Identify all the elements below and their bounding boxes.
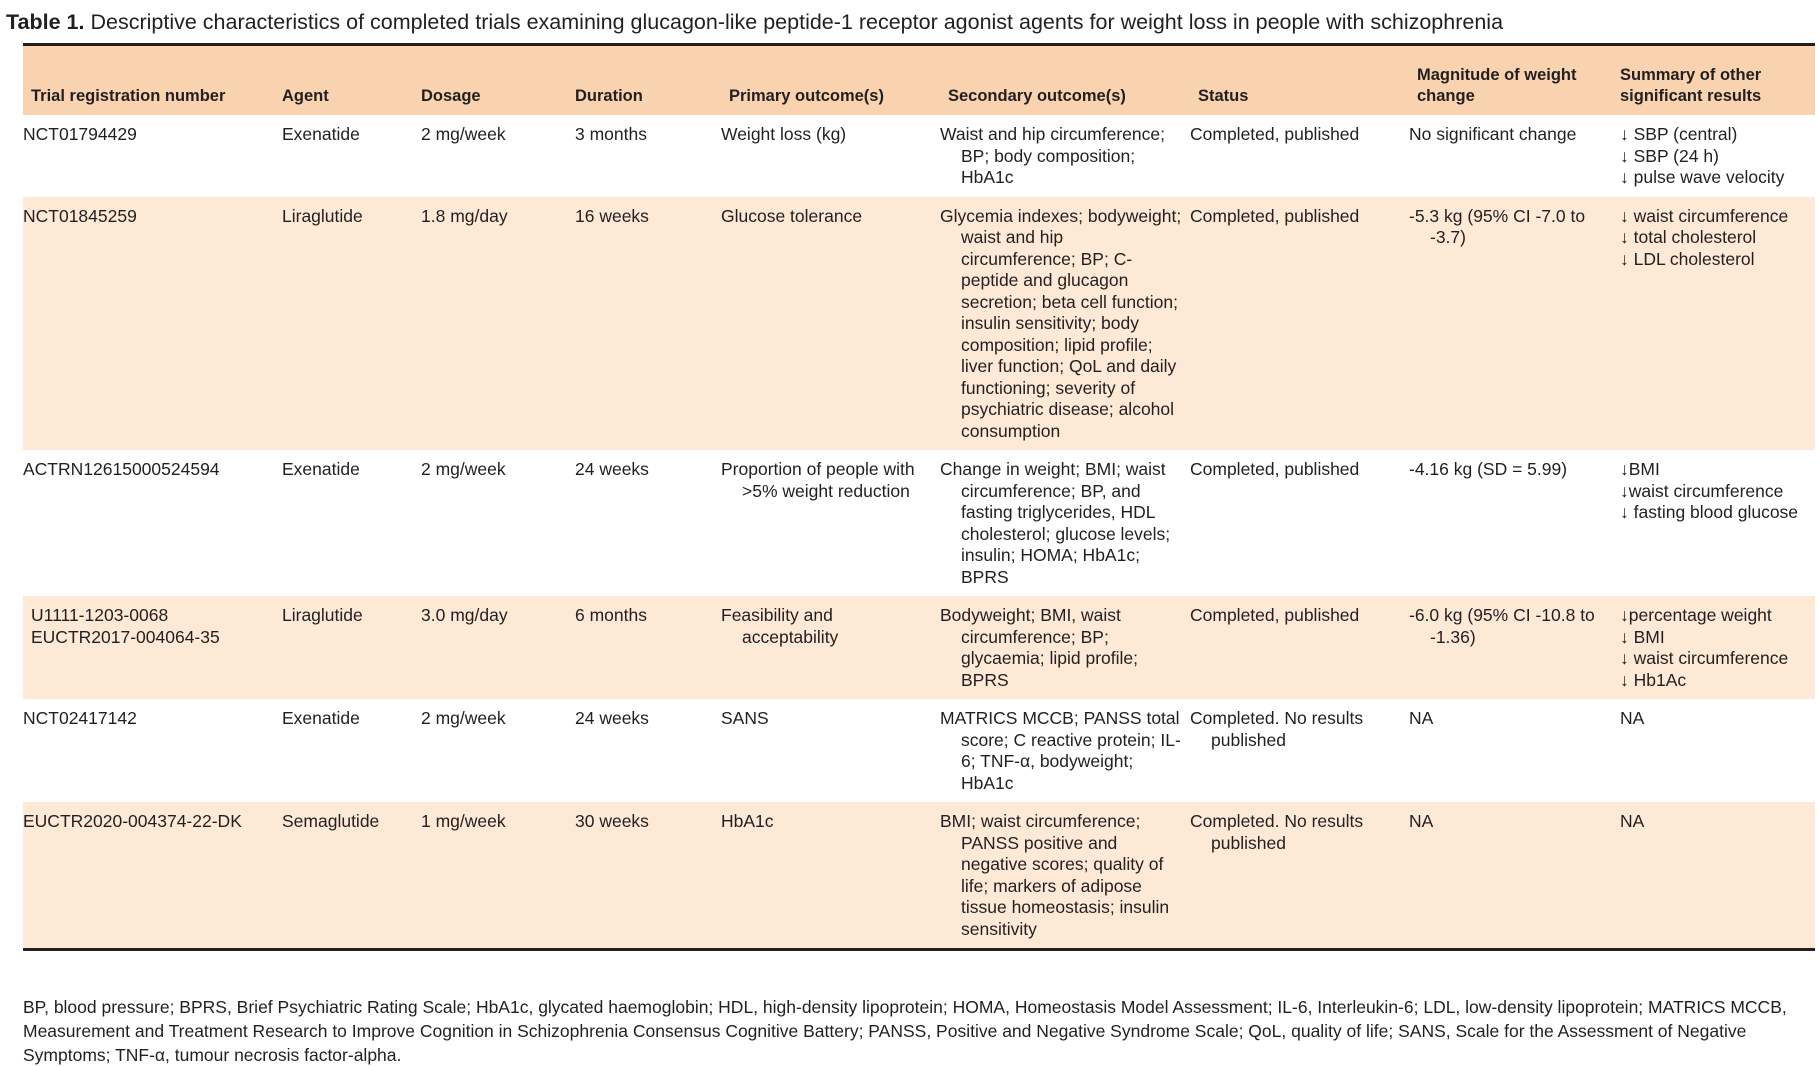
status-cell: Completed. No results published [1190,811,1364,853]
header-weight-change: Magnitude of weight change [1417,66,1577,105]
primary-outcome-cell: SANS [721,708,769,728]
status-cell: Completed, published [1190,459,1360,479]
other-results-cell [1612,115,1815,197]
secondary-outcome-cell: MATRICS MCCB; PANSS total score; C reactive protein; IL-6; TNF-α, bodyweight; HbA1c [940,708,1181,793]
status-cell: Completed, published [1190,205,1360,226]
table-footnote: BP, blood pressure; BPRS, Brief Psychiatric Rating Scale; HbA1c, glycated haemoglobin; HDL, high-density lipoprotein; HOMA, Homeostasis Model Assessment; IL-6, Interleukin-6; LDL, low-density lipoprotein; MATRICS MCCB, Measurement and Treatment Research to Improve Cognition in Schizophrenia Consensus Cognitive Battery; PANSS, Positive and Negative Syndrome Scale; QoL, quality of life; SANS, Scale for the Assessment of Negative Symptoms; TNF-α, tumour necrosis factor-alpha. [23,997,1787,1065]
duration-cell: 24 weeks [575,459,649,479]
secondary-outcome-cell: Bodyweight; BMI, waist circumference; BP; glycaemia; lipid profile; BPRS [940,605,1139,690]
duration-cell: 24 weeks [575,708,649,728]
other-results-cell [1612,596,1815,699]
agent-cell: Liraglutide [282,605,363,625]
result-item: ↓ waist circumference [1620,648,1789,668]
other-results-cell [1612,802,1815,950]
weight-change-cell: NA [1409,811,1434,831]
trials-table [23,43,1815,951]
other-results-cell [1612,197,1815,451]
trial-registration-id: EUCTR2017-004064-35 [31,626,220,647]
agent-cell: Exenatide [282,708,360,728]
result-item: ↓ pulse wave velocity [1620,167,1785,187]
trial-registration-cell: ACTRN12615000524594 [23,459,220,479]
trial-registration-cell: NCT02417142 [23,708,137,728]
weight-change-cell: No significant change [1409,124,1577,144]
duration-cell: 3 months [575,124,647,144]
trial-registration-cell: EUCTR2020-004374-22-DK [23,811,242,831]
table-caption-text: Descriptive characteristics of completed trials examining glucagon-like peptide-1 receptor agonist agents for weight loss in people with schizophrenia [90,10,1504,34]
table-row [23,450,1815,596]
result-item: ↓ waist circumference [1620,205,1789,226]
result-item: ↓percentage weight [1620,605,1772,625]
secondary-outcome-cell: Change in weight; BMI; waist circumference; BP, and fasting triglycerides, HDL cholesterol; glucose levels; insulin; HOMA; HbA1c; BPRS [940,459,1171,587]
header-duration: Duration [575,87,643,105]
header-agent: Agent [282,87,329,105]
table-container [23,43,1815,951]
secondary-outcome-cell: Glycemia indexes; bodyweight; waist and hip circumference; BP; C-peptide and glucagon secretion; beta cell function; insulin sensitivity; body composition; lipid profile; liver function; QoL and daily functioning; severity of psychiatric disease; alcohol consumption [940,205,1182,441]
table-row [23,699,1815,802]
table-row [23,197,1815,451]
result-item: ↓ Hb1Ac [1620,669,1687,690]
table-row [23,115,1815,197]
other-results-cell [1612,450,1815,596]
header-trial-registration: Trial registration number [31,87,226,105]
dosage-cell: 3.0 mg/day [421,605,508,625]
weight-change-cell: -6.0 kg (95% CI -10.8 to -1.36) [1409,605,1595,647]
primary-outcome-cell: HbA1c [721,811,774,831]
duration-cell: 30 weeks [575,811,649,831]
result-item: NA [1620,811,1645,831]
trial-registration-cell: NCT01794429 [23,124,137,144]
dosage-cell: 1 mg/week [421,811,506,831]
weight-change-cell: -4.16 kg (SD = 5.99) [1409,459,1568,479]
result-item: ↓BMI [1620,459,1660,479]
dosage-cell: 2 mg/week [421,708,506,728]
other-results-cell [1612,699,1815,802]
trial-registration-cell [23,596,274,699]
primary-outcome-cell: Glucose tolerance [721,205,863,226]
header-status: Status [1198,87,1249,105]
header-dosage: Dosage [421,87,481,105]
agent-cell: Liraglutide [282,205,363,226]
duration-cell: 16 weeks [575,205,649,226]
primary-outcome-cell: Weight loss (kg) [721,124,847,144]
status-cell: Completed, published [1190,124,1360,144]
table-row [23,802,1815,950]
header-other-results: Summary of other significant results [1620,66,1762,105]
weight-change-cell: -5.3 kg (95% CI -7.0 to -3.7) [1409,205,1586,247]
dosage-cell: 2 mg/week [421,124,506,144]
result-item: ↓ SBP (central) [1620,124,1738,144]
header-primary-outcomes: Primary outcome(s) [729,87,884,105]
result-item: ↓ LDL cholesterol [1620,248,1755,269]
status-cell: Completed, published [1190,605,1360,625]
table-caption [6,7,1811,37]
secondary-outcome-cell: Waist and hip circumference; BP; body composition; HbA1c [940,124,1165,187]
duration-cell: 6 months [575,605,647,625]
result-item: ↓ fasting blood glucose [1620,502,1799,522]
table-row [23,596,1815,699]
agent-cell: Exenatide [282,124,360,144]
result-item: ↓waist circumference [1620,480,1784,501]
status-cell: Completed. No results published [1190,708,1364,750]
result-item: ↓ BMI [1620,626,1665,647]
dosage-cell: 1.8 mg/day [421,205,508,226]
secondary-outcome-cell: BMI; waist circumference; PANSS positive and negative scores; quality of life; markers of adipose tissue homeostasis; insulin sensitivity [940,811,1170,939]
primary-outcome-cell: Proportion of people with >5% weight reduction [721,459,915,501]
table-label: Table 1. [6,10,85,34]
header-secondary-outcomes: Secondary outcome(s) [948,87,1126,105]
table-header-row [23,45,1815,116]
dosage-cell: 2 mg/week [421,459,506,479]
result-item: ↓ total cholesterol [1620,227,1757,247]
trial-registration-id: U1111-1203-0068 [31,605,169,625]
result-item: ↓ SBP (24 h) [1620,145,1719,166]
trial-registration-cell: NCT01845259 [23,205,137,226]
weight-change-cell: NA [1409,708,1434,728]
agent-cell: Exenatide [282,459,360,479]
primary-outcome-cell: Feasibility and acceptability [721,605,839,647]
result-item: NA [1620,708,1645,728]
agent-cell: Semaglutide [282,811,380,831]
